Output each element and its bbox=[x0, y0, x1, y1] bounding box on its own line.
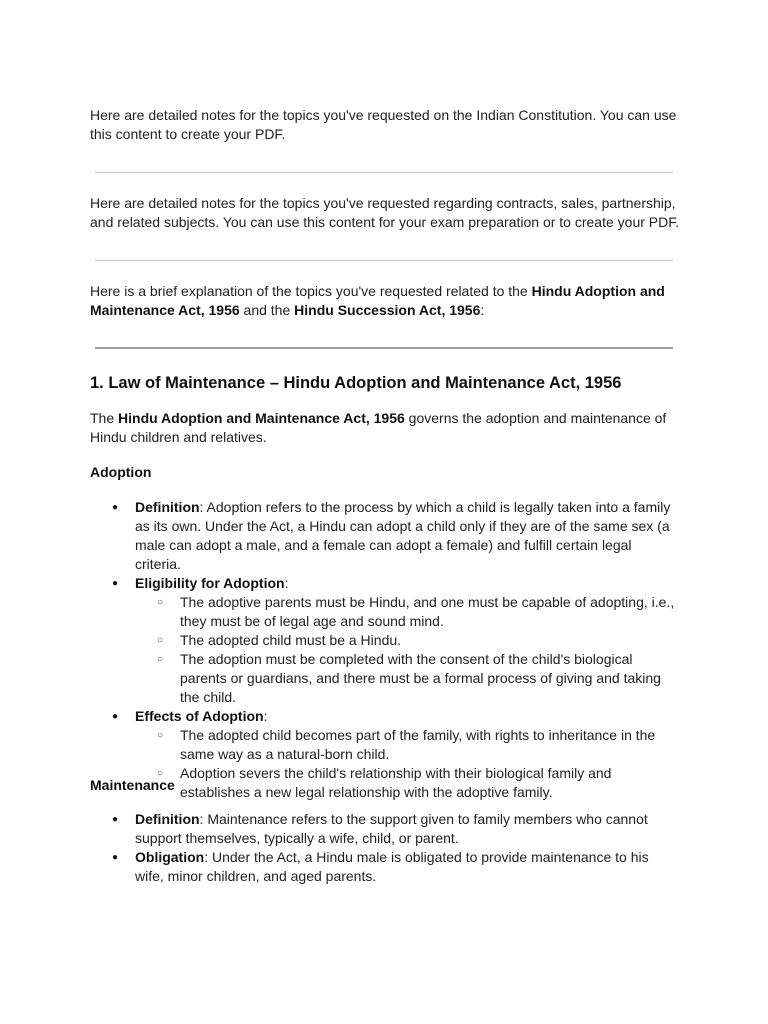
intro-hindu: Here is a brief explanation of the topics you've requested related to the Hindu Adoption and Maintenance Act, 1956 and the Hindu Succession Act, 1956: bbox=[90, 283, 665, 318]
eligibility-sublist bbox=[135, 593, 680, 707]
maintenance-list bbox=[90, 810, 680, 886]
section-intro: The Hindu Adoption and Maintenance Act, 1956 governs the adoption and maintenance of Hindu children and relatives. bbox=[90, 410, 667, 445]
list-item-obligation: ● Obligation: Under the Act, a Hindu male is obligated to provide maintenance to his wife, minor children, and aged parents. bbox=[90, 848, 680, 886]
list-item: ○ The adoptive parents must be Hindu, and one must be capable of adopting, i.e., they must be of legal age and sound mind. bbox=[135, 593, 680, 631]
section-divider bbox=[95, 347, 673, 349]
intro-constitution: Here are detailed notes for the topics you've requested on the Indian Constitution. You can use this content to create your PDF. bbox=[90, 107, 677, 142]
list-item: ○ The adoption must be completed with the consent of the child's biological parents or guardians, and there must be a formal process of giving and taking the child. bbox=[135, 650, 680, 707]
list-item-effects: ● Effects of Adoption: ○ The adopted child becomes part of the family, with rights to inheritance in the same way as a natural-born child. ○ Adoption severs the child's relationship with their biological family and establishes a new legal relationship with the adoptive family. bbox=[90, 707, 680, 802]
divider bbox=[95, 172, 673, 173]
list-item-definition: ● Definition: Maintenance refers to the support given to family members who cannot support themselves, typically a wife, child, or parent. bbox=[90, 810, 680, 848]
list-item: ○ Adoption severs the child's relationship with their biological family and establishes a new legal relationship with the adoptive family. bbox=[135, 764, 680, 802]
adoption-list bbox=[90, 498, 680, 802]
section-heading: 1. Law of Maintenance – Hindu Adoption and Maintenance Act, 1956 bbox=[90, 374, 622, 392]
adoption-heading: Adoption bbox=[90, 464, 152, 480]
list-item-definition: ● Definition: Adoption refers to the process by which a child is legally taken into a family as its own. Under the Act, a Hindu can adopt a child only if they are of the same sex (a male can adopt a male, and a female can adopt a female) and fulfill certain legal criteria. bbox=[90, 498, 680, 574]
intro-contracts: Here are detailed notes for the topics you've requested regarding contracts, sales, partnership, and related subjects. You can use this content for your exam preparation or to create your PDF. bbox=[90, 195, 680, 230]
list-item: ○ The adopted child must be a Hindu. bbox=[135, 631, 680, 650]
divider bbox=[95, 260, 673, 261]
list-item-eligibility: ● Eligibility for Adoption: ○ The adoptive parents must be Hindu, and one must be capable of adopting, i.e., they must be of legal age and sound mind. ○ The adopted child must be a Hindu. ○ The adoption must be completed with the consent of the child's biological parents or guardians, and there must be a formal process of giving and taking the child. bbox=[90, 574, 680, 707]
maintenance-heading: Maintenance bbox=[90, 777, 175, 793]
list-item: ○ The adopted child becomes part of the family, with rights to inheritance in the same way as a natural-born child. bbox=[135, 726, 680, 764]
